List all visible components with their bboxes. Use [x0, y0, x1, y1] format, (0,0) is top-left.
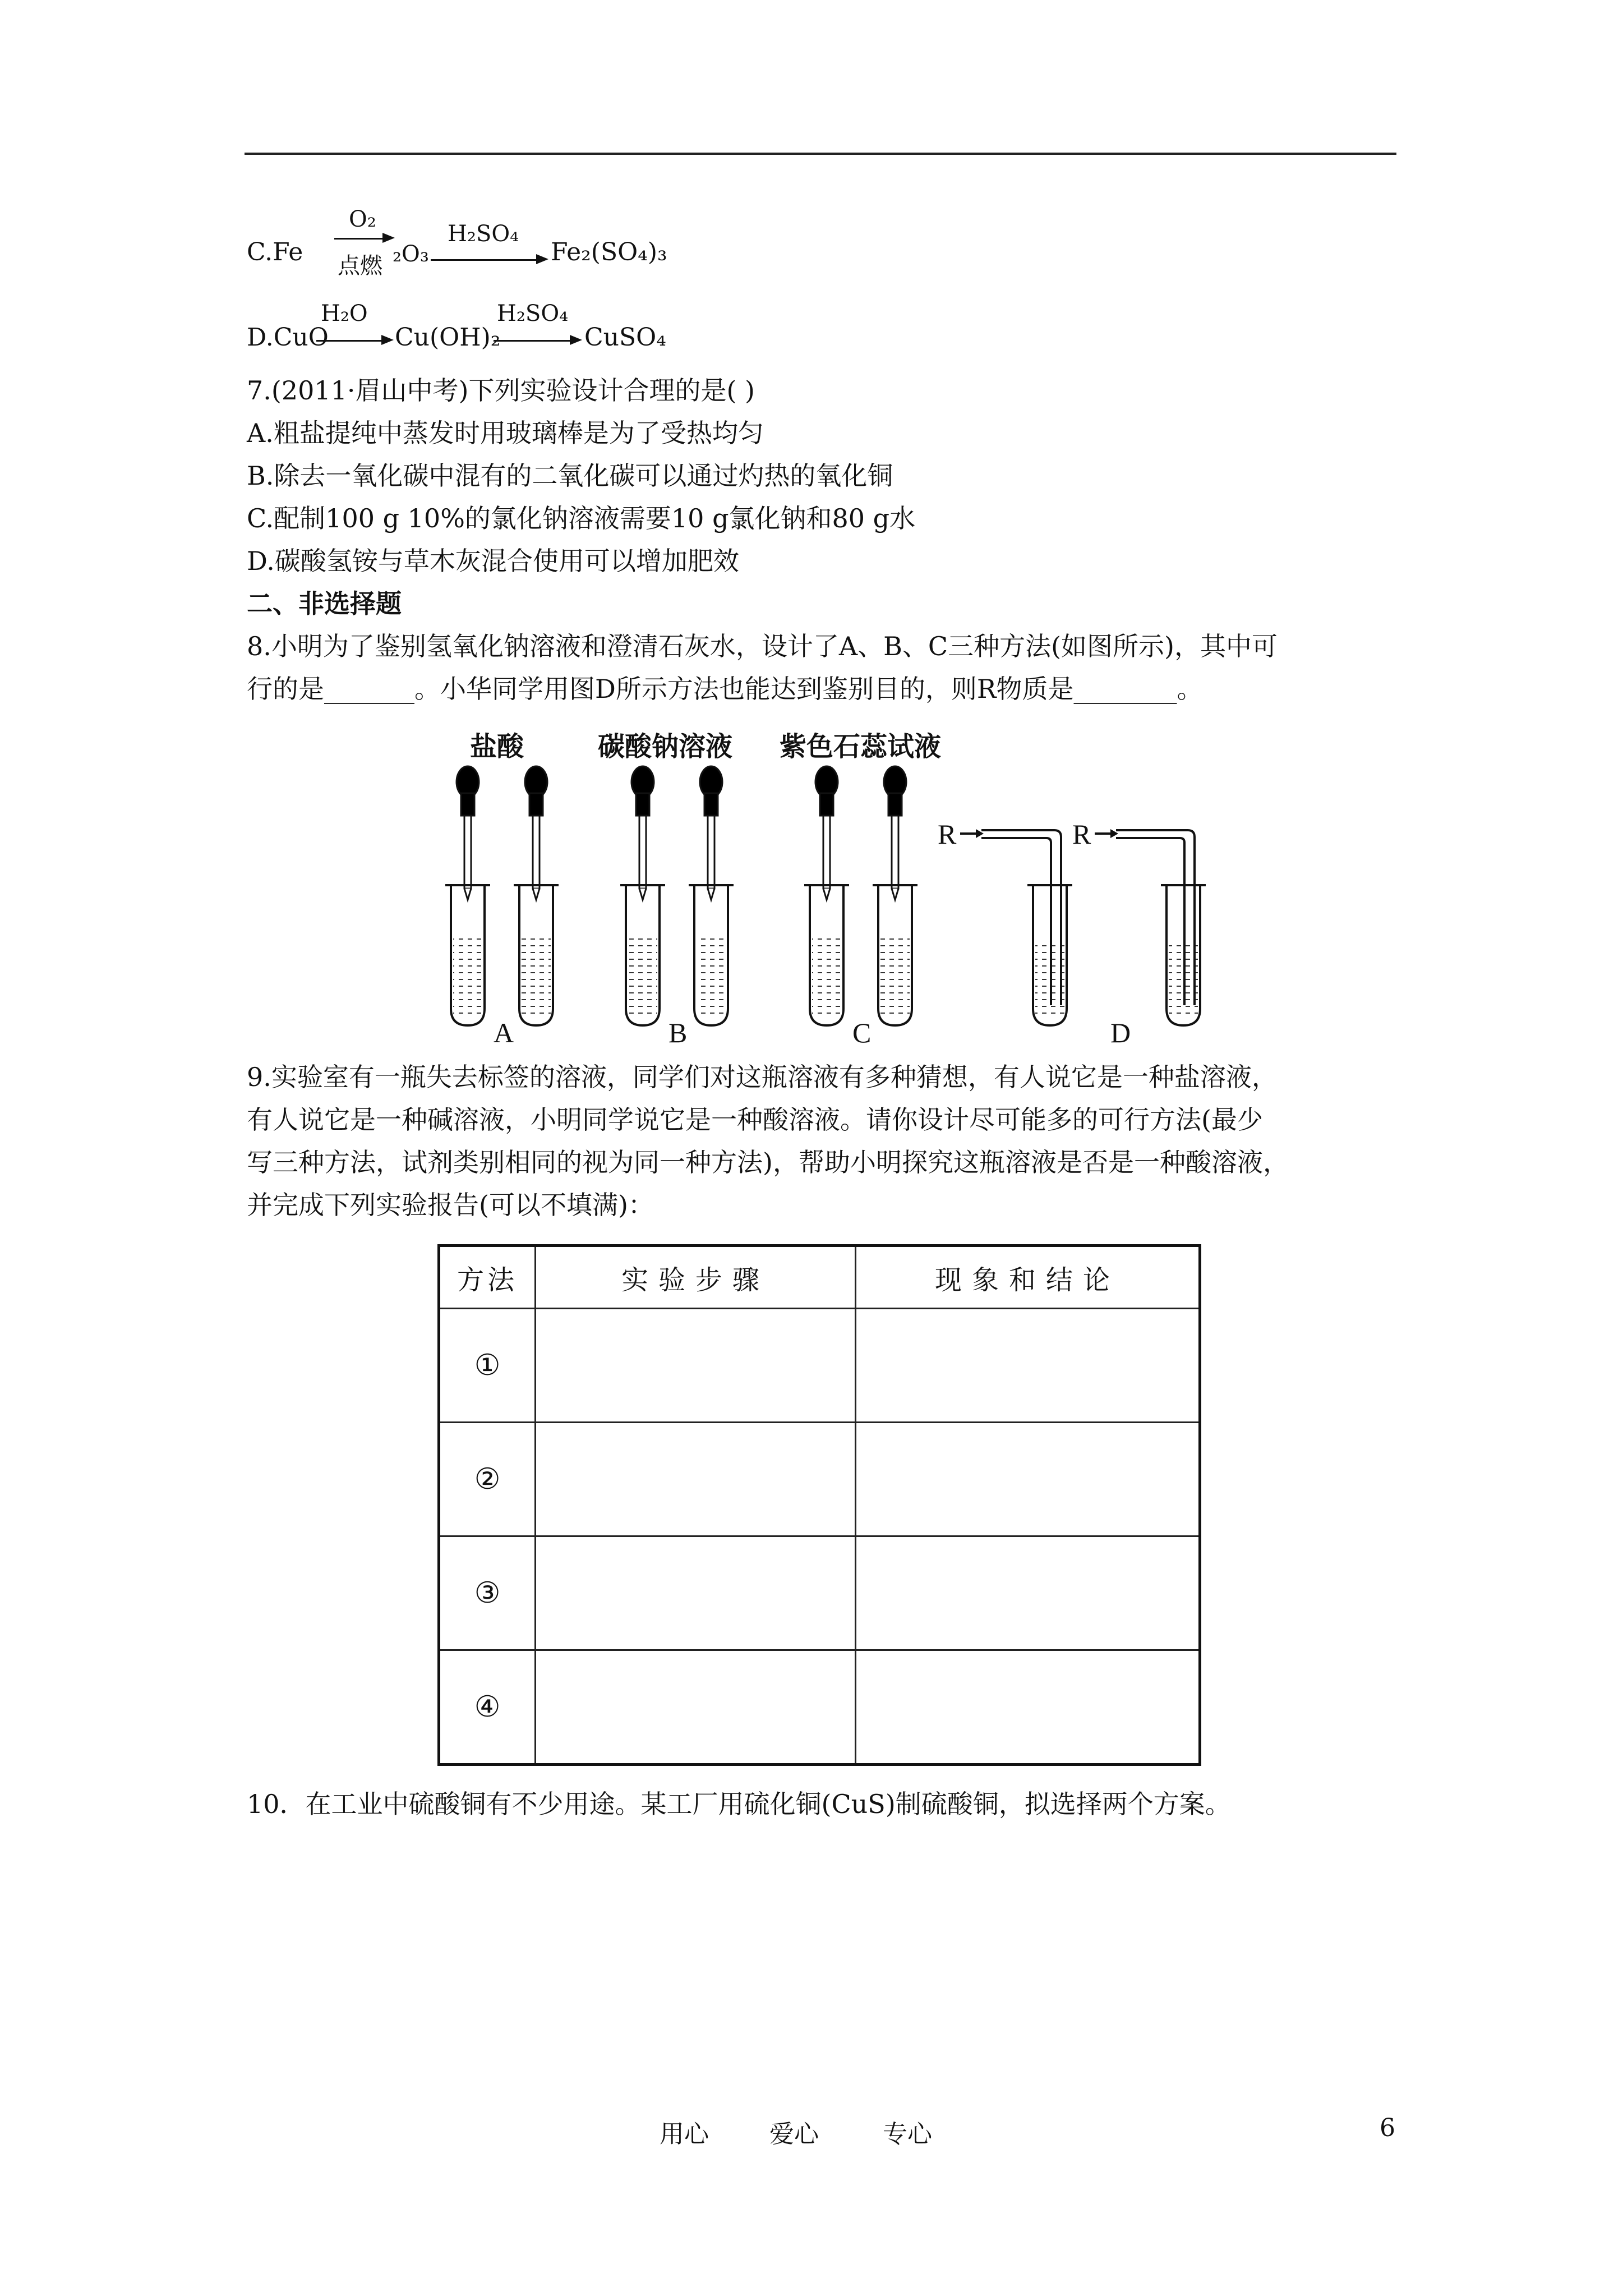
dropper-a2	[525, 766, 547, 900]
result-cell[interactable]	[856, 1536, 1200, 1650]
dropper-b2	[700, 766, 722, 900]
q9-line2: 有人说它是一种碱溶液，小明同学说它是一种酸溶液。请你设计尽可能多的可行方法(最少	[247, 1105, 1263, 1135]
table-header-row	[439, 1246, 1200, 1309]
reaction-d-arrow2-top: H₂SO₄	[497, 301, 569, 326]
tube-b2	[689, 885, 734, 1025]
result-cell[interactable]	[856, 1309, 1200, 1423]
reaction-d-prefix: D.CuO	[247, 323, 329, 352]
q10-text: 10．在工业中硫酸铜有不少用途。某工厂用硫化铜(CuS)制硫酸铜，拟选择两个方案。	[247, 1789, 1231, 1819]
reagent-label-na2co3: 碳酸钠溶液	[598, 731, 733, 762]
steps-cell[interactable]	[536, 1309, 856, 1423]
steps-cell[interactable]	[536, 1536, 856, 1650]
result-cell[interactable]	[856, 1650, 1200, 1765]
header-result: 现象和结论	[856, 1246, 1200, 1309]
steps-cell[interactable]	[536, 1423, 856, 1536]
experiment-report-table	[437, 1244, 1201, 1766]
dropper-b1	[631, 766, 654, 900]
dropper-a1	[457, 766, 479, 900]
table-row	[439, 1536, 1200, 1650]
reagent-label-litmus: 紫色石蕊试液	[780, 731, 942, 762]
reaction-d-product: CuSO₄	[584, 323, 666, 352]
tube-a1	[445, 885, 490, 1025]
tube-a2	[514, 885, 559, 1025]
reaction-c-arrow2-top: H₂SO₄	[448, 221, 519, 247]
q9-line3: 写三种方法，试剂类别相同的视为同一种方法)，帮助小明探究这瓶溶液是否是一种酸溶液，	[247, 1147, 1289, 1177]
q7-stem: 7.(2011·眉山中考)下列实验设计合理的是( )	[247, 375, 755, 406]
footer-slogan-1: 用心	[660, 2120, 709, 2148]
table-row	[439, 1650, 1200, 1765]
q8-line1: 8.小明为了鉴别氢氧化钠溶液和澄清石灰水，设计了A、B、C三种方法(如图所示)，其中可	[247, 631, 1278, 661]
tube-b1	[620, 885, 665, 1025]
tube-label-c: C	[852, 1017, 872, 1048]
method-number: ②	[439, 1423, 536, 1536]
q7-option-a: A.粗盐提纯中蒸发时用玻璃棒是为了受热均匀	[247, 418, 764, 448]
page-number: 6	[1380, 2114, 1395, 2142]
gas-label-r1: R	[938, 818, 957, 850]
gas-label-r2: R	[1072, 818, 1091, 850]
table-row	[439, 1423, 1200, 1536]
q8-line2: 行的是_______。小华同学用图D所示方法也能达到鉴别目的，则R物质是________。	[247, 674, 1203, 704]
tube-label-b: B	[668, 1017, 688, 1048]
q9-line4: 并完成下列实验报告(可以不填满)：	[247, 1190, 654, 1220]
method-number: ③	[439, 1536, 536, 1650]
method-number: ①	[439, 1309, 536, 1423]
q7-option-b: B.除去一氧化碳中混有的二氧化碳可以通过灼热的氧化铜	[247, 461, 893, 491]
steps-cell[interactable]	[536, 1650, 856, 1765]
section-heading: 二、非选择题	[247, 588, 402, 619]
reagent-label-hcl: 盐酸	[470, 731, 524, 762]
dropper-c1	[815, 766, 838, 900]
apparatus-drawing	[0, 0, 1623, 1066]
q7-option-d: D.碳酸氢铵与草木灰混合使用可以增加肥效	[247, 546, 739, 576]
tube-c2	[873, 885, 917, 1025]
header-steps: 实验步骤	[536, 1246, 856, 1309]
footer-slogan-3: 专心	[883, 2120, 932, 2148]
q9-line1: 9.实验室有一瓶失去标签的溶液，同学们对这瓶溶液有多种猜想，有人说它是一种盐溶液，	[247, 1062, 1278, 1092]
result-cell[interactable]	[856, 1423, 1200, 1536]
method-number: ④	[439, 1650, 536, 1765]
tube-c1	[804, 885, 849, 1025]
header-method: 方法	[439, 1246, 536, 1309]
tube-label-a: A	[494, 1017, 514, 1048]
footer-slogan-2: 爱心	[769, 2120, 819, 2148]
tube-label-d: D	[1110, 1017, 1131, 1048]
reaction-c-arrow1-top: O₂	[349, 206, 376, 232]
reaction-c-prefix: C.Fe	[247, 238, 303, 266]
q7-option-c: C.配制100 g 10%的氯化钠溶液需要10 g氯化钠和80 g水	[247, 503, 916, 533]
table-row	[439, 1309, 1200, 1423]
dropper-c2	[884, 766, 906, 900]
reaction-c-intermediate: ₂O₃	[393, 241, 429, 267]
reaction-d-intermediate: Cu(OH)₂	[395, 323, 501, 352]
reaction-c-arrow1-bottom: 点燃	[338, 253, 382, 279]
reaction-d-arrow1-top: H₂O	[321, 301, 368, 326]
reaction-c-product: Fe₂(SO₄)₃	[551, 238, 667, 266]
